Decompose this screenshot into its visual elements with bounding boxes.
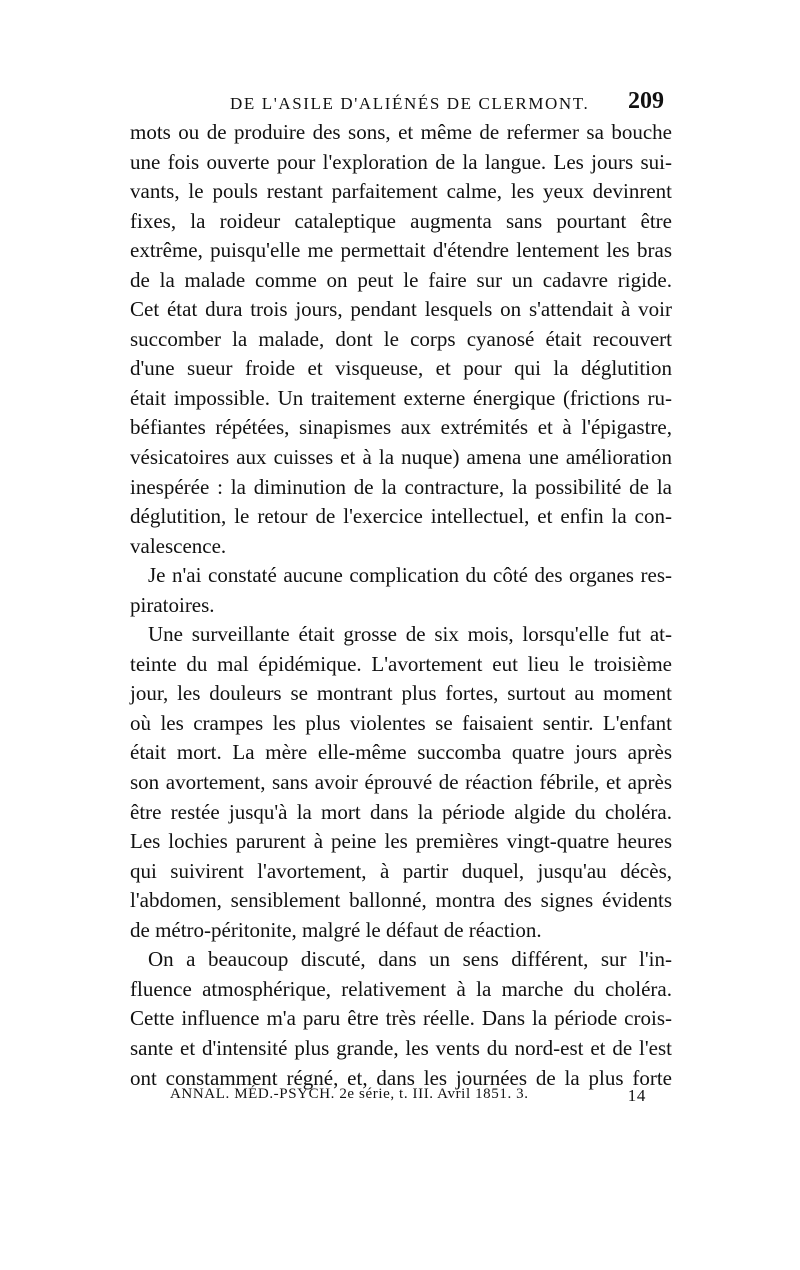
paragraph-first-line: On a beaucoup discuté, dans un sens différent, sur l'in- <box>148 947 672 972</box>
text-line: teinte du mal épidémique. L'avortement eut lieu le troisième <box>130 651 672 676</box>
text-line: fluence atmosphérique, relativement à la marche du choléra. <box>130 976 672 1001</box>
running-head <box>128 88 674 122</box>
text-line: fixes, la roideur cataleptique augmenta sans pourtant être <box>130 208 672 233</box>
text-line: qui suivirent l'avortement, à partir duquel, jusqu'au décès, <box>130 858 672 883</box>
text-line: où les crampes les plus violentes se faisaient sentir. L'enfant <box>130 710 672 735</box>
text-line: ont constamment régné, et, dans les journées de la plus forte <box>130 1065 672 1090</box>
paragraph-first-line: Une surveillante était grosse de six mois, lorsqu'elle fut at- <box>148 622 672 647</box>
text-line: Les lochies parurent à peine les premières vingt-quatre heures <box>130 829 672 854</box>
text-line: son avortement, sans avoir éprouvé de réaction fébrile, et après <box>130 770 672 795</box>
text-line: extrême, puisqu'elle me permettait d'étendre lentement les bras <box>130 238 672 263</box>
text-line: Cet état dura trois jours, pendant lesquels on s'attendait à voir <box>130 297 672 322</box>
text-line: vants, le pouls restant parfaitement calme, les yeux devinrent <box>130 179 672 204</box>
printer-signature: ANNAL. MÉD.-PSYCH. 2e série, t. III. Avril 1851. 3. <box>170 1086 529 1102</box>
text-line: une fois ouverte pour l'exploration de la langue. Les jours sui- <box>130 149 672 174</box>
text-line: être restée jusqu'à la mort dans la période algide du choléra. <box>130 799 672 824</box>
text-line: jour, les douleurs se montrant plus fortes, surtout au moment <box>130 681 672 706</box>
paragraph-first-line: Je n'ai constaté aucune complication du côté des organes res- <box>148 563 672 588</box>
body-text <box>130 118 672 1093</box>
text-line: de la malade comme on peut le faire sur un cadavre rigide. <box>130 267 672 292</box>
text-line: piratoires. <box>130 592 215 617</box>
text-line: inespérée : la diminution de la contracture, la possibilité de la <box>130 474 672 499</box>
text-line: Cette influence m'a paru être très réelle. Dans la période crois- <box>130 1006 672 1031</box>
sheet-number: 14 <box>627 1086 646 1105</box>
running-head-title: DE L'ASILE D'ALIÉNÉS DE CLERMONT. <box>230 94 590 113</box>
text-line: d'une sueur froide et visqueuse, et pour qui la déglutition <box>130 356 672 381</box>
page-number: 209 <box>628 88 664 114</box>
text-line: succomber la malade, dont le corps cyanosé était recouvert <box>130 326 672 351</box>
text-line: déglutition, le retour de l'exercice intellectuel, et enfin la con- <box>130 504 672 529</box>
text-line: était impossible. Un traitement externe énergique (frictions ru- <box>130 385 672 410</box>
text-line: mots ou de produire des sons, et même de refermer sa bouche <box>130 120 672 144</box>
text-line: vésicatoires aux cuisses et à la nuque) amena une amélioration <box>130 445 672 470</box>
text-line: béfiantes répétées, sinapismes aux extrémités et à l'épigastre, <box>130 415 672 440</box>
signature-line <box>170 1086 650 1114</box>
text-line: de métro-péritonite, malgré le défaut de réaction. <box>130 917 542 942</box>
text-line: était mort. La mère elle-même succomba quatre jours après <box>130 740 672 765</box>
text-line: valescence. <box>130 533 227 558</box>
text-line: sante et d'intensité plus grande, les vents du nord-est et de l'est <box>130 1035 672 1060</box>
text-line: l'abdomen, sensiblement ballonné, montra des signes évidents <box>130 888 672 913</box>
